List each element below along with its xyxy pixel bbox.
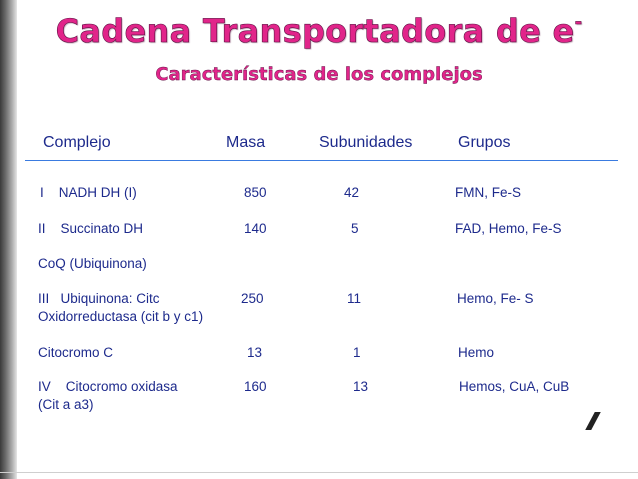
- cell-grupos: Hemos, CuA, CuB: [459, 379, 570, 394]
- cell-masa: 140: [244, 221, 267, 236]
- cell-grupos: FMN, Fe-S: [455, 185, 521, 200]
- cell-complejo: CoQ (Ubiquinona): [38, 256, 147, 271]
- cell-complejo: II Succinato DH: [38, 221, 144, 236]
- header-grupos: Grupos: [458, 134, 511, 151]
- bottom-divider: [0, 472, 638, 473]
- cell-masa: 850: [244, 185, 267, 200]
- header-complejo: Complejo: [43, 134, 111, 151]
- slide-subtitle: Características de los complejos: [155, 64, 483, 85]
- slide-title: [0, 12, 638, 50]
- cell-subunidades: 11: [347, 291, 362, 306]
- cell-complejo: Citocromo C: [38, 345, 114, 360]
- table-header: [25, 130, 618, 161]
- cell-subunidades: 5: [351, 221, 359, 236]
- cell-complejo: III Ubiquinona: Citc Oxidorreductasa (cit b y c1): [38, 291, 204, 324]
- slash-mark: [585, 412, 601, 430]
- title-superscript: -: [574, 12, 583, 33]
- cell-complejo: IV Citocromo oxidasa (Cit a a3): [38, 379, 178, 412]
- cell-subunidades: 1: [353, 345, 361, 360]
- cell-subunidades: 13: [353, 379, 369, 394]
- cell-masa: 160: [244, 379, 267, 394]
- header-masa: Masa: [226, 134, 266, 151]
- cell-subunidades: 42: [344, 185, 360, 200]
- cell-masa: 13: [247, 345, 263, 360]
- header-subunidades: Subunidades: [319, 134, 413, 151]
- cell-grupos: Hemo, Fe- S: [457, 291, 534, 306]
- cell-grupos: Hemo: [458, 345, 495, 360]
- title-main: Cadena Transportadora de e: [55, 12, 575, 50]
- cell-grupos: FAD, Hemo, Fe-S: [455, 221, 562, 236]
- cell-complejo: I NADH DH (I): [40, 185, 137, 200]
- cell-masa: 250: [241, 291, 264, 306]
